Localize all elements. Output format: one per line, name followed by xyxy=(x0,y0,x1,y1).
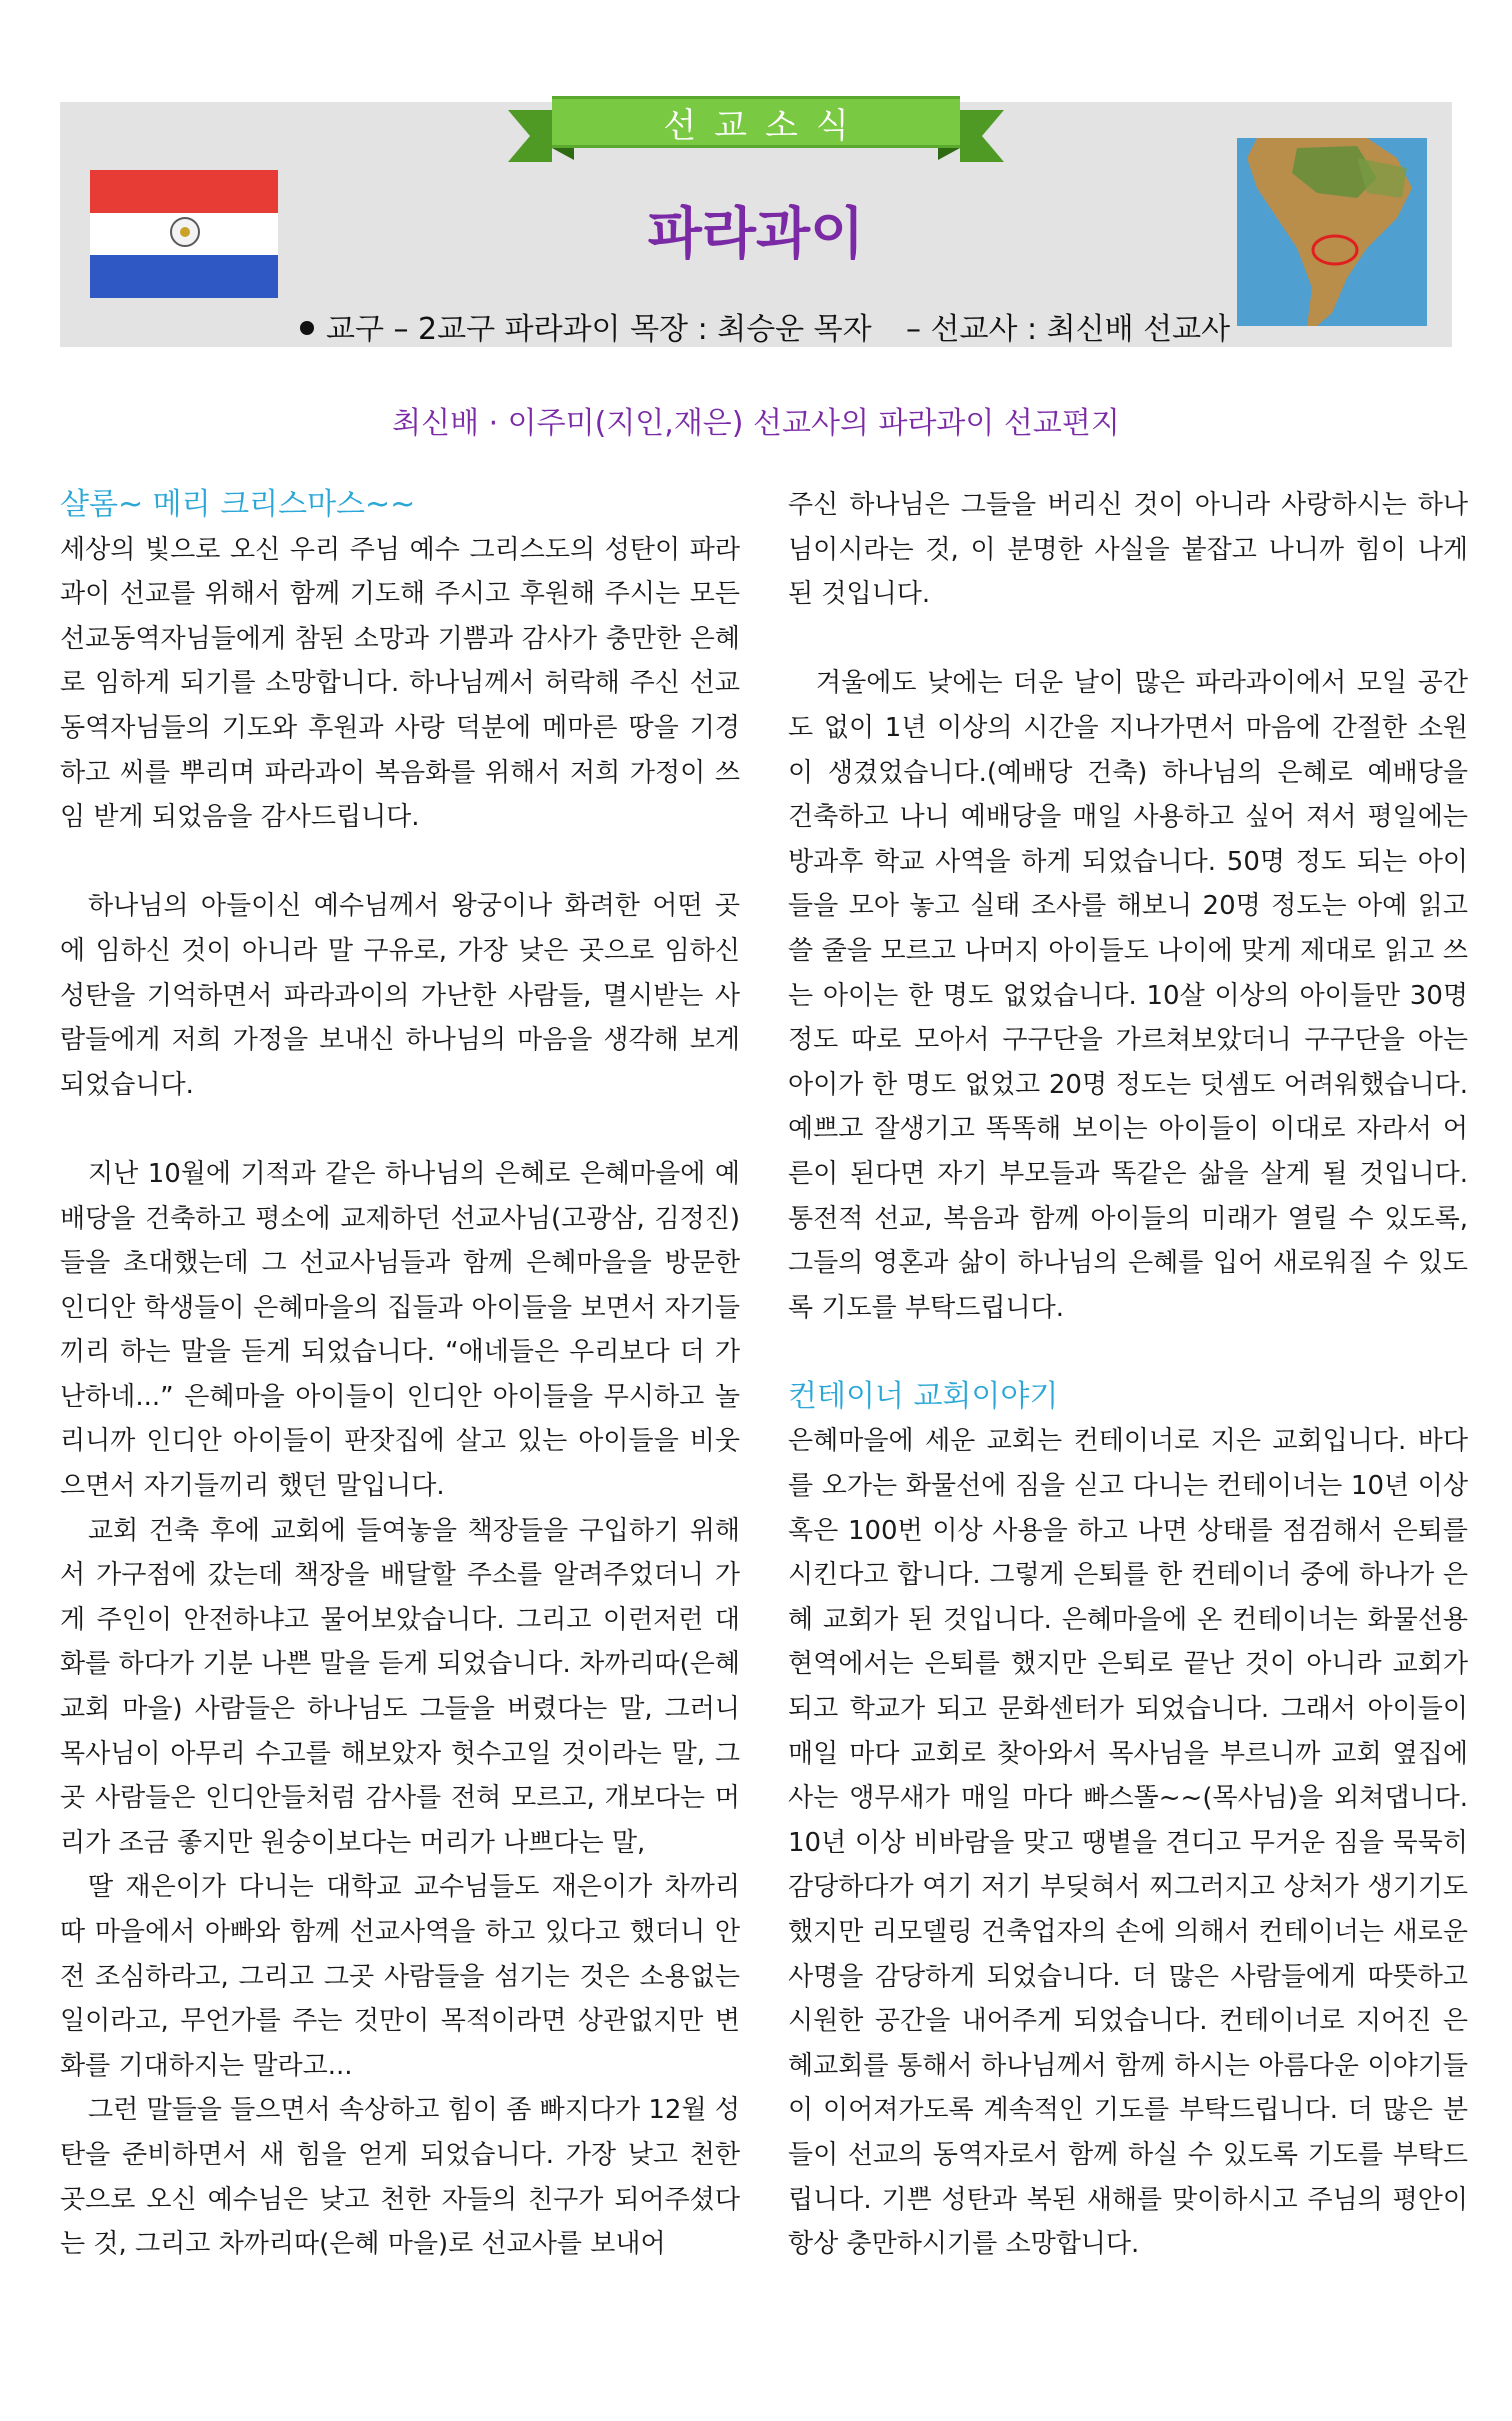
right-column xyxy=(788,483,1468,2267)
container-church-heading: 컨테이너 교회이야기 xyxy=(788,1378,1059,1414)
paragraph-gap xyxy=(788,1330,1468,1375)
paragraph-gap xyxy=(60,1107,740,1152)
banner-body xyxy=(552,96,960,148)
left-paragraph-1: 세상의 빛으로 오신 우리 주님 예수 그리스도의 성탄이 파라과이 선교를 위해서 함께 기도해 주시고 후원해 주시는 모든 선교동역자님들에게 참된 소망과 기쁨과 감사가 충만한 은혜로 임하게 되기를 소망합니다. 하나님께서 허락해 주신 선교 동역자님들의 기도와 후원과 사랑 덕분에 메마른 땅을 기경하고 씨를 뿌리며 파라과이 복음화를 위해서 저희 가정이 쓰임 받게 되었음을 감사드립니다. xyxy=(60,534,740,833)
banner-fold-left xyxy=(552,148,574,160)
letter-subtitle: 최신배 · 이주미(지인,재은) 선교사의 파라과이 선교편지 xyxy=(392,406,1120,441)
left-column xyxy=(60,483,740,2267)
right-paragraph-2: 겨울에도 낮에는 더운 날이 많은 파라과이에서 모일 공간도 없이 1년 이상의 시간을 지나가면서 마음에 간절한 소원이 생겼었습니다.(예배당 건축) 하나님의 은혜로 예배당을 건축하고 나니 예배당을 매일 사용하고 싶어 져서 평일에는 방과후 학교 사역을 하게 되었습니다. 50명 정도 되는 아이들을 모아 놓고 실태 조사를 해보니 20명 정도는 아예 읽고 쓸 줄을 모르고 나머지 아이들도 나이에 맞게 제대로 읽고 쓰는 아이는 한 명도 없었습니다. 10살 이상의 아이들만 30명 정도 따로 모아서 구구단을 가르쳐보았더니 구구단을 아는 아이가 한 명도 없었고 20명 정도는 덧셈도 어려워했습니다. 예쁘고 잘생기고 똑똑해 보이는 아이들이 이대로 자라서 어른이 된다면 자기 부모들과 똑같은 삶을 살게 될 것입니다. 통전적 선교, 복음과 함께 아이들의 미래가 열릴 수 있도록, 그들의 영혼과 삶이 하나님의 은혜를 입어 새로워질 수 있도록 기도를 부탁드립니다. xyxy=(788,668,1468,1323)
right-paragraph-3: 은혜마을에 세운 교회는 컨테이너로 지은 교회입니다. 바다를 오가는 화물선에 짐을 싣고 다니는 컨테이너는 10년 이상 혹은 100번 이상 사용을 하고 나면 상태를 점검해서 은퇴를 시킨다고 합니다. 그렇게 은퇴를 한 컨테이너 중에 하나가 은혜 교회가 된 것입니다. 은혜마을에 온 컨테이너는 화물선용 현역에서는 은퇴를 했지만 은퇴로 끝난 것이 아니라 교회가 되고 학교가 되고 문화센터가 되었습니다. 그래서 아이들이 매일 마다 교회로 찾아와서 목사님을 부르니까 교회 옆집에 사는 앵무새가 매일 마다 빠스똘~~(목사님)을 외쳐댑니다. 10년 이상 비바람을 맞고 땡볕을 견디고 무거운 짐을 묵묵히 감당하다가 여기 저기 부딪혀서 찌그러지고 상처가 생기기도 했지만 리모델링 건축업자의 손에 의해서 컨테이너는 새로운 사명을 감당하게 되었습니다. 더 많은 사람들에게 따뜻하고 시원한 공간을 내어주게 되었습니다. 컨테이너로 지어진 은혜교회를 통해서 하나님께서 함께 하시는 아름다운 이야기들이 이어져가도록 계속적인 기도를 부탁드립니다. 더 많은 분들이 선교의 동역자로서 함께 하실 수 있도록 기도를 부탁드립니다. 기쁜 성탄과 복된 새해를 맞이하시고 주님의 평안이 항상 충만하시기를 소망합니다. xyxy=(788,1426,1468,2260)
district-text: 교구 – 2교구 파라과이 목장 : 최승운 목자 xyxy=(326,312,872,347)
bullet-icon xyxy=(300,321,314,335)
greeting-heading: 샬롬~ 메리 크리스마스~~ xyxy=(60,487,416,522)
section-banner xyxy=(508,96,1004,162)
paragraph-gap xyxy=(60,840,740,885)
map-graphic xyxy=(1237,138,1427,326)
district-info xyxy=(300,304,872,348)
right-paragraph-1: 주신 하나님은 그들을 버리신 것이 아니라 사랑하시는 하나님이시라는 것, 이 분명한 사실을 붙잡고 나니까 힘이 나게 된 것입니다. xyxy=(788,490,1468,610)
banner-label: 선교소식 xyxy=(663,105,867,146)
paragraph-gap xyxy=(788,617,1468,662)
banner-fold-right xyxy=(938,148,960,160)
banner-tail-right xyxy=(960,110,1004,162)
south-america-map xyxy=(1237,138,1427,326)
left-paragraph-6: 그런 말들을 들으면서 속상하고 힘이 좀 빠지다가 12월 성탄을 준비하면서 새 힘을 얻게 되었습니다. 가장 낮고 천한 곳으로 오신 예수님은 낮고 천한 자들의 친구가 되어주셨다는 것, 그리고 차까리따(은혜 마을)로 선교사를 보내어 xyxy=(60,2095,740,2260)
left-paragraph-5: 딸 재은이가 다니는 대학교 교수님들도 재은이가 차까리따 마을에서 아빠와 함께 선교사역을 하고 있다고 했더니 안전 조심하라고, 그리고 그곳 사람들을 섬기는 것은 소용없는 일이라고, 무언가를 주는 것만이 목적이라면 상관없지만 변화를 기대하지는 말라고... xyxy=(60,1872,740,2081)
banner-tail-left xyxy=(508,110,552,162)
left-paragraph-3: 지난 10월에 기적과 같은 하나님의 은혜로 은혜마을에 예배당을 건축하고 평소에 교제하던 선교사님(고광삼, 김정진)들을 초대했는데 그 선교사님들과 함께 은혜마을을 방문한 인디안 학생들이 은혜마을의 집들과 아이들을 보면서 자기들끼리 하는 말을 듣게 되었습니다. “애네들은 우리보다 더 가난하네...” 은혜마을 아이들이 인디안 아이들을 무시하고 놀리니까 인디안 아이들이 판잣집에 살고 있는 아이들을 비웃으면서 자기들끼리 했던 말입니다. xyxy=(60,1158,740,1502)
left-paragraph-4: 교회 건축 후에 교회에 들여놓을 책장들을 구입하기 위해서 가구점에 갔는데 책장을 배달할 주소를 알려주었더니 가게 주인이 안전하냐고 물어보았습니다. 그리고 이런저런 대화를 하다가 기분 나쁜 말을 듣게 되었습니다. 차까리따(은혜교회 마을) 사람들은 하나님도 그들을 버렸다는 말, 그러니 목사님이 아무리 수고를 해보았자 헛수고일 것이라는 말, 그곳 사람들은 인디안들처럼 감사를 전혀 모르고, 개보다는 머리가 조금 좋지만 원숭이보다는 머리가 나쁘다는 말, xyxy=(60,1515,740,1858)
missionary-info: – 선교사 : 최신배 선교사 xyxy=(906,312,1231,347)
left-paragraph-2: 하나님의 아들이신 예수님께서 왕궁이나 화려한 어떤 곳에 임하신 것이 아니라 말 구유로, 가장 낮은 곳으로 임하신 성탄을 기억하면서 파라과이의 가난한 사람들, 멸시받는 사람들에게 저희 가정을 보내신 하나님의 마음을 생각해 보게 되었습니다. xyxy=(60,891,740,1100)
country-title: 파라과이 xyxy=(647,202,865,267)
